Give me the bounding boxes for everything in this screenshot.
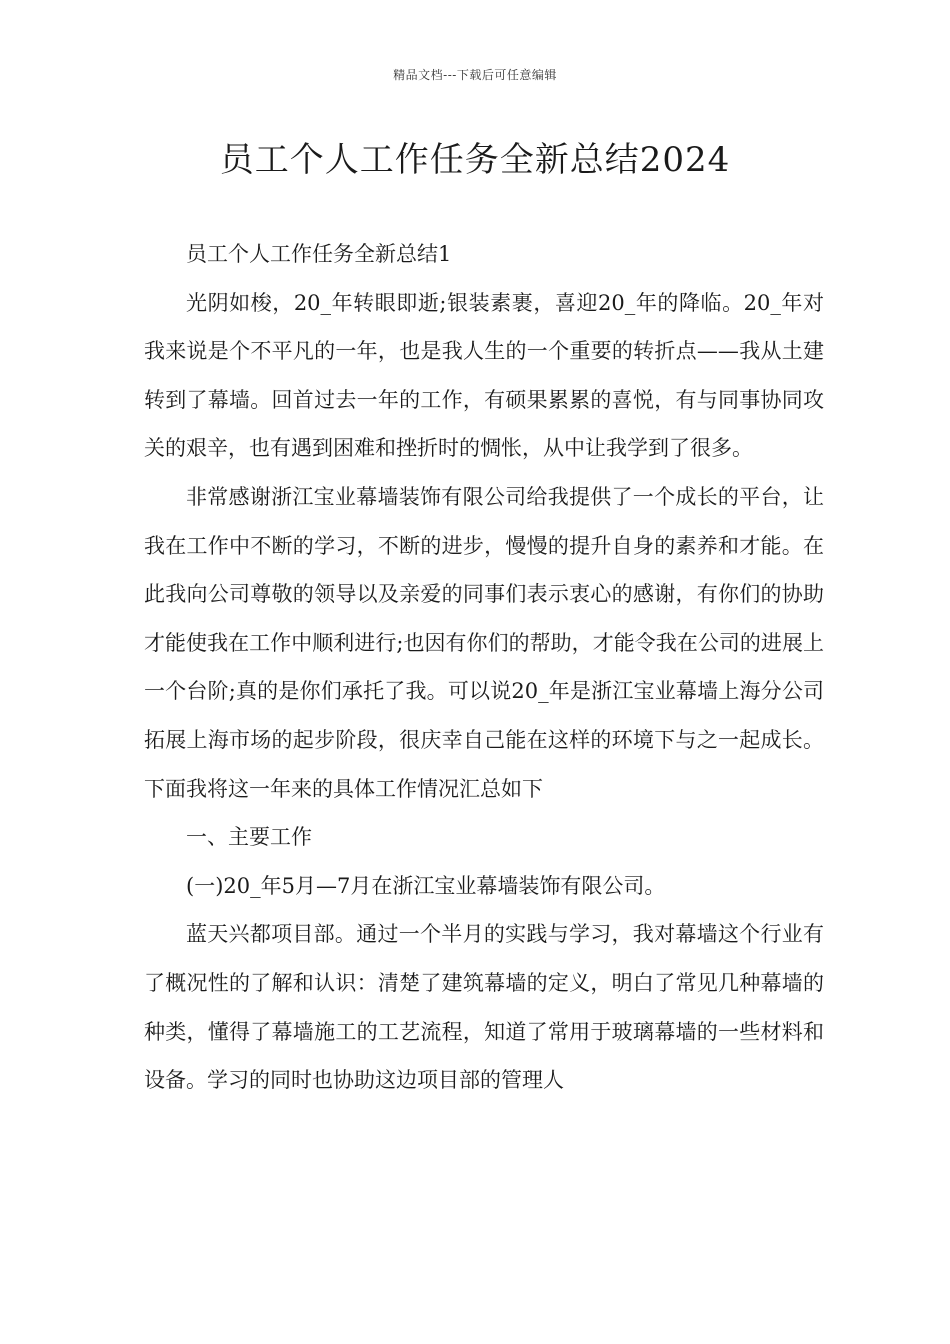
document-body	[144, 230, 824, 1105]
paragraph: 蓝天兴都项目部。通过一个半月的实践与学习，我对幕墙这个行业有了概况性的了解和认识：清楚了建筑幕墙的定义，明白了常见几种幕墙的种类，懂得了幕墙施工的工艺流程，知道了常用于玻璃幕墙的一些材料和设备。学习的同时也协助这边项目部的管理人	[144, 922, 824, 1093]
paragraph: 光阴如梭，20_年转眼即逝;银装素裹，喜迎20_年的降临。20_年对我来说是个不平凡的一年，也是我人生的一个重要的转折点——我从土建转到了幕墙。回首过去一年的工作，有硕果累累的喜悦，有与同事协同攻关的艰辛，也有遇到困难和挫折时的惆怅，从中让我学到了很多。	[144, 290, 824, 461]
paragraph: (一)20_年5月—7月在浙江宝业幕墙装饰有限公司。	[186, 873, 666, 898]
paragraph: 非常感谢浙江宝业幕墙装饰有限公司给我提供了一个成长的平台，让我在工作中不断的学习，不断的进步，慢慢的提升自身的素养和才能。在此我向公司尊敬的领导以及亲爱的同事们表示衷心的感谢，有你们的协助才能使我在工作中顺利进行;也因有你们的帮助，才能令我在公司的进展上一个台阶;真的是你们承托了我。可以说20_年是浙江宝业幕墙上海分公司拓展上海市场的起步阶段，很庆幸自己能在这样的环境下与之一起成长。下面我将这一年来的具体工作情况汇总如下	[144, 484, 824, 801]
document-title: 员工个人工作任务全新总结2024	[219, 140, 731, 180]
header-note: 精品文档---下载后可任意编辑	[393, 68, 557, 82]
section-heading: 员工个人工作任务全新总结1	[186, 242, 452, 266]
section-heading: 一、主要工作	[186, 825, 312, 850]
